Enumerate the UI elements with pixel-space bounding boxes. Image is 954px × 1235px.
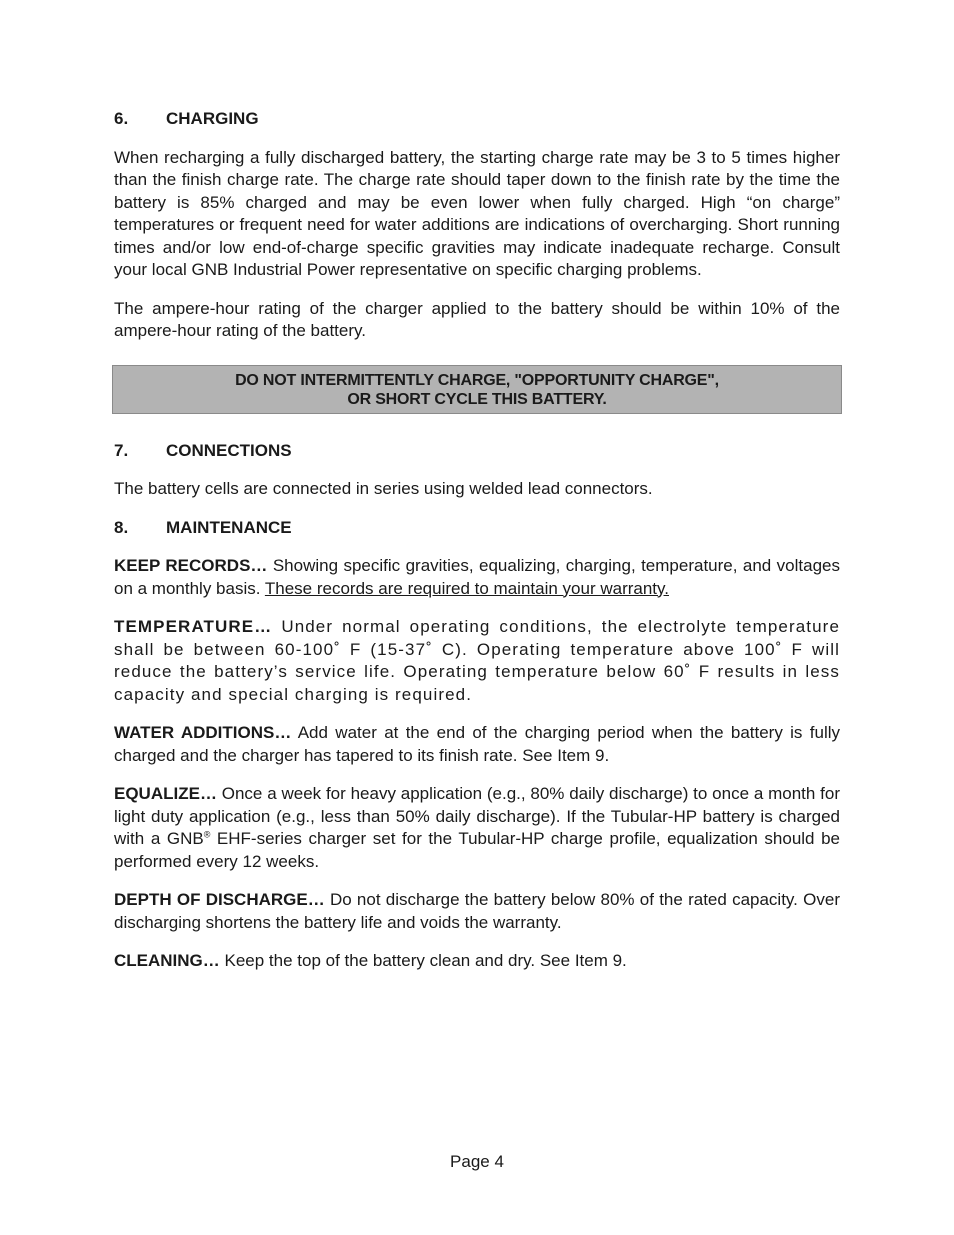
charging-paragraph-1: When recharging a fully discharged battery, the starting charge rate may be 3 to 5 times higher than the finish charge rate. The charge rate should taper down to the finish rate by the time the battery is 85% charged and may be even lower when fully charged. High “on charge” temperatures or frequent need for water additions are indications of overcharging. Short running times and/or low end-of-charge specific gravities may indicate inadequate recharge. Consult your local GNB Industrial Power representative on specific charging problems. [114, 147, 840, 279]
water-additions-lead: WATER ADDITIONS… [114, 723, 292, 742]
section-number: 7. [114, 440, 129, 460]
section-heading-charging [114, 108, 840, 131]
cleaning-text: Keep the top of the battery clean and dry. See Item 9. [219, 951, 627, 970]
page-number: Page 4 [450, 1152, 504, 1171]
keep-records-text: Showing specific gravities, equalizing, charging, temperature, and voltages on a monthly basis. [114, 556, 840, 598]
temperature-paragraph [114, 616, 840, 706]
section-title: CONNECTIONS [166, 440, 292, 460]
water-additions-paragraph [114, 722, 840, 767]
document-page [114, 108, 840, 989]
keep-records-paragraph [114, 555, 840, 600]
section-number: 8. [114, 517, 129, 537]
section-heading-connections [114, 440, 840, 463]
cleaning-lead: CLEANING… [114, 951, 220, 970]
section-heading-maintenance [114, 517, 840, 540]
water-additions-text: Add water at the end of the charging period when the battery is fully charged and the charger has tapered to its finish rate. See Item 9. [114, 723, 840, 765]
depth-of-discharge-paragraph [114, 889, 840, 934]
equalize-text-a: Once a week for heavy application (e.g., 80% daily discharge) to once a month for light duty application (e.g., less than 50% daily discharge). If the Tubular-HP battery is charged with a GNB [114, 784, 840, 848]
keep-records-lead: KEEP RECORDS… [114, 556, 268, 575]
equalize-paragraph [114, 783, 840, 873]
depth-of-discharge-text: Do not discharge the battery below 80% of the rated capacity. Over discharging shortens the battery life and voids the warranty. [114, 890, 840, 932]
connections-paragraph: The battery cells are connected in series using welded lead connectors. [114, 479, 653, 498]
section-title: MAINTENANCE [166, 517, 292, 537]
warning-banner [112, 365, 842, 414]
section-title: CHARGING [166, 109, 259, 128]
temperature-text: Under normal operating conditions, the electrolyte temperature shall be between 60-100˚ F (15-37˚ C). Operating temperature above 100˚ F will reduce the battery’s service life. Operating temperature below 60˚ F results in less capacity and special charging is required. [114, 617, 840, 704]
temperature-lead: TEMPERATURE… [114, 617, 273, 636]
equalize-text-b: EHF-series charger set for the Tubular-HP charge profile, equalization should be performed every 12 weeks. [114, 829, 840, 871]
warranty-notice: These records are required to maintain your warranty. [264, 578, 669, 598]
warning-line-1: DO NOT INTERMITTENTLY CHARGE, "OPPORTUNITY CHARGE", [235, 371, 719, 389]
warning-line-2: OR SHORT CYCLE THIS BATTERY. [347, 390, 607, 408]
depth-of-discharge-lead: DEPTH OF DISCHARGE… [114, 890, 325, 909]
charging-paragraph-2: The ampere-hour rating of the charger applied to the battery should be within 10% of the ampere-hour rating of the battery. [114, 298, 840, 340]
section-number: 6. [114, 109, 129, 128]
cleaning-paragraph [114, 950, 840, 973]
registered-mark: ® [203, 829, 211, 840]
equalize-lead: EQUALIZE… [114, 784, 217, 803]
